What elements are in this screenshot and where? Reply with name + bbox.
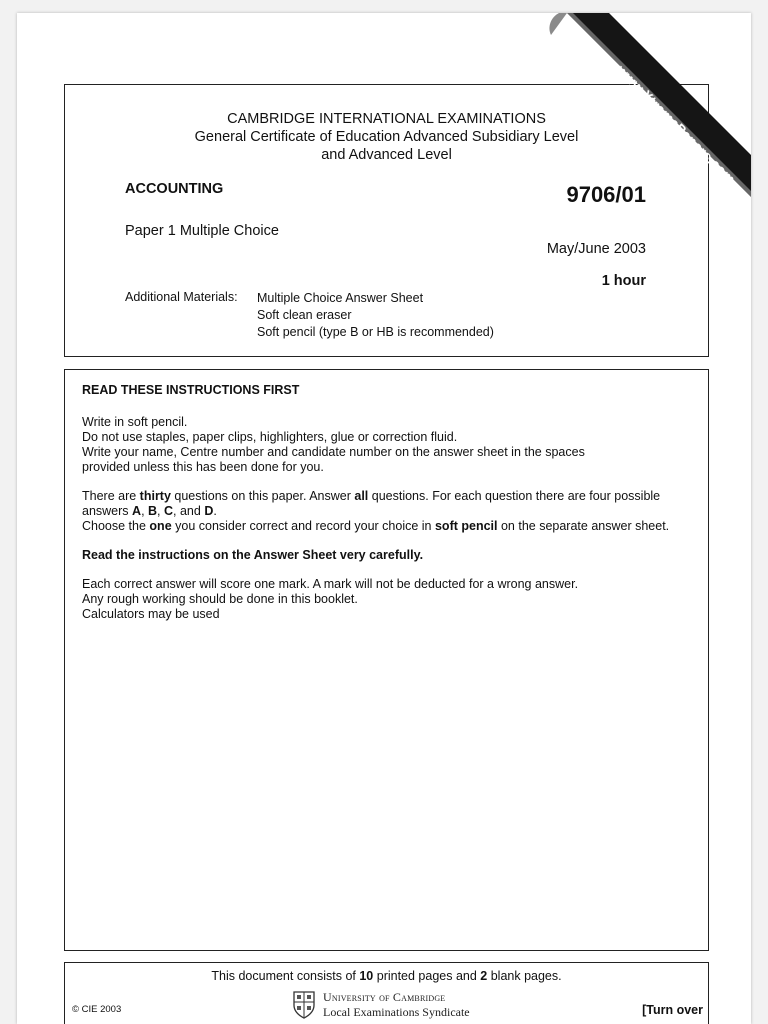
shield-icon — [293, 991, 315, 1019]
instruction-line: Write your name, Centre number and candidate number on the answer sheet in the spaces — [82, 445, 585, 459]
footer-box — [64, 962, 709, 1024]
exam-session: May/June 2003 — [546, 241, 646, 257]
syllabus-code: 9706/01 — [566, 182, 646, 207]
turn-over-note: [Turn over — [642, 1003, 703, 1017]
instructions-heading: READ THESE INSTRUCTIONS FIRST — [82, 383, 300, 397]
board-line-1: CAMBRIDGE INTERNATIONAL EXAMINATIONS — [227, 111, 546, 127]
watermark-text: www.XtremePapers.com — [613, 62, 739, 187]
board-line-2: General Certificate of Education Advanced Subsidiary Level — [194, 129, 579, 145]
instructions-paragraph-3: Read the instructions on the Answer Sheet very carefully. — [82, 548, 424, 562]
board-line-3: and Advanced Level — [321, 147, 452, 163]
instruction-line: Calculators may be used — [82, 607, 220, 621]
material-item: Multiple Choice Answer Sheet — [257, 291, 424, 305]
instructions-box — [64, 369, 709, 951]
subject-title: ACCOUNTING — [125, 181, 224, 197]
syndicate-name: Local Examinations Syndicate — [323, 1005, 470, 1019]
ribbon-shape — [537, 13, 751, 248]
page-count-statement: This document consists of 10 printed pages and 2 blank pages. — [211, 969, 562, 983]
material-item: Soft clean eraser — [257, 308, 352, 322]
university-name: University of Cambridge — [323, 990, 446, 1004]
instruction-line: Choose the one you consider correct and record your choice in soft pencil on the separate answer sheet. — [82, 519, 670, 533]
ucles-logo — [293, 990, 470, 1020]
paper-title: Paper 1 Multiple Choice — [125, 223, 279, 239]
instruction-line: Do not use staples, paper clips, highlighters, glue or correction fluid. — [82, 430, 458, 444]
exam-duration: 1 hour — [601, 273, 646, 289]
material-item: Soft pencil (type B or HB is recommended) — [257, 325, 494, 339]
instruction-line: Each correct answer will score one mark. A mark will not be deducted for a wrong answer. — [82, 577, 579, 591]
instruction-line: answers A, B, C, and D. — [82, 504, 217, 518]
watermark-ribbon — [537, 13, 751, 248]
instruction-line: Any rough working should be done in this booklet. — [82, 592, 358, 606]
additional-materials-list — [257, 290, 494, 341]
instruction-line: There are thirty questions on this paper. Answer all questions. For each question there are four possible — [82, 489, 661, 503]
instruction-line: Write in soft pencil. — [82, 415, 188, 429]
instruction-line: provided unless this has been done for you. — [82, 460, 324, 474]
exam-cover-page — [17, 13, 751, 1024]
additional-materials-label: Additional Materials: — [125, 290, 238, 304]
instructions-content — [82, 383, 697, 636]
copyright-notice: © CIE 2003 — [72, 1004, 122, 1015]
